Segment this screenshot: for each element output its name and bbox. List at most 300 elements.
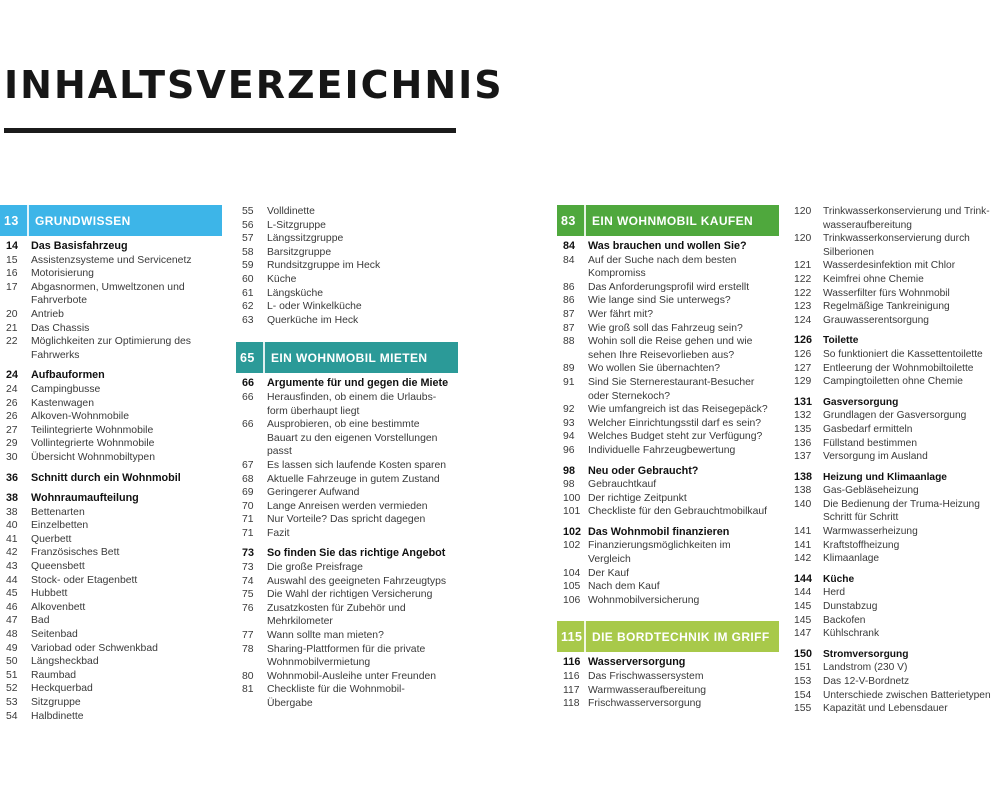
toc-entry[interactable]	[788, 525, 1000, 539]
entry-title: Wohnmobil-Ausleihe unter Freunden	[267, 670, 437, 682]
toc-entry[interactable]	[0, 682, 222, 696]
toc-entry[interactable]	[788, 702, 1000, 716]
page-number: 151	[794, 662, 812, 674]
toc-entry[interactable]	[0, 614, 222, 628]
spacer	[788, 641, 1000, 648]
toc-entry[interactable]	[788, 246, 1000, 260]
entry-title: oder Sternekoch?	[588, 390, 671, 402]
toc-entry[interactable]	[0, 710, 222, 724]
page-number: 77	[242, 630, 254, 642]
page-number: 26	[6, 411, 18, 423]
page-number: 86	[563, 295, 575, 307]
entry-title: Die Wahl der richtigen Versicherung	[267, 589, 433, 601]
section-title: DIE BORDTECHNIK IM GRIFF	[584, 621, 770, 652]
toc-entry[interactable]	[0, 696, 222, 710]
toc-entry[interactable]	[557, 430, 779, 444]
toc-entry[interactable]	[788, 600, 1000, 614]
toc-entry[interactable]	[236, 697, 458, 711]
page-number: 135	[794, 423, 812, 435]
entry-title: Möglichkeiten zur Optimierung des	[31, 336, 191, 348]
page-number: 71	[242, 527, 254, 539]
entry-title: Die große Preisfrage	[267, 562, 363, 574]
page-number: 57	[242, 233, 254, 245]
entry-title: Querbett	[31, 533, 72, 545]
page-number: 70	[242, 500, 254, 512]
entry-title: Teilintegrierte Wohnmobile	[31, 424, 154, 436]
entry-title: Fahrverbote	[31, 295, 88, 307]
toc-entry[interactable]	[788, 348, 1000, 362]
toc-entry[interactable]	[0, 574, 222, 588]
entry-title: wasseraufbereitung	[823, 219, 912, 231]
entry-title: Fahrwerks	[31, 349, 80, 361]
spacer	[788, 464, 1000, 471]
toc-entry[interactable]	[0, 322, 222, 336]
page-number: 75	[242, 589, 254, 601]
page-number: 48	[6, 629, 18, 641]
toc-entry[interactable]	[557, 580, 779, 594]
entry-title: Längssitzgruppe	[267, 233, 344, 245]
page-number	[788, 511, 823, 525]
section-header[interactable]	[0, 205, 222, 236]
toc-entry[interactable]	[0, 506, 222, 520]
toc-entry[interactable]	[557, 492, 779, 506]
entry-title: Sharing-Plattformen für die private	[267, 643, 426, 655]
entry-title: Queensbett	[31, 561, 85, 573]
page-number: 43	[6, 561, 18, 573]
toc-entry[interactable]	[236, 473, 458, 487]
toc-entry[interactable]	[0, 655, 222, 669]
toc-entry[interactable]	[788, 437, 1000, 451]
page-number: 58	[242, 246, 254, 258]
toc-entry[interactable]	[236, 683, 458, 697]
toc-chapter[interactable]	[788, 573, 1000, 587]
page-number: 100	[563, 492, 581, 504]
toc-entry[interactable]	[236, 405, 458, 419]
toc-chapter[interactable]	[788, 396, 1000, 410]
page-number: 84	[563, 254, 575, 266]
toc-entry[interactable]	[236, 259, 458, 273]
toc-entry[interactable]	[0, 642, 222, 656]
entry-title: Wohnmobilversicherung	[588, 594, 700, 606]
page-number: 54	[6, 710, 18, 722]
page-number: 93	[563, 417, 575, 429]
toc-entry[interactable]	[788, 539, 1000, 553]
entry-title: Motorisierung	[31, 268, 94, 280]
toc-entry[interactable]	[557, 505, 779, 519]
entry-title: Die Bedienung der Truma-Heizung	[823, 498, 980, 510]
toc-chapter[interactable]	[0, 492, 222, 506]
page-number: 24	[6, 383, 18, 395]
page-number	[236, 405, 267, 419]
toc-entry[interactable]	[557, 308, 779, 322]
entry-title: Assistenzsysteme und Servicenetz	[31, 254, 192, 266]
section-title: EIN WOHNMOBIL KAUFEN	[584, 205, 753, 236]
toc-chapter[interactable]	[236, 547, 458, 561]
page-number: 127	[794, 362, 812, 374]
page-number: 52	[6, 683, 18, 695]
toc-entry[interactable]	[236, 643, 458, 657]
entry-title: Gasversorgung	[823, 396, 899, 408]
title-underline	[4, 128, 456, 133]
toc-entry[interactable]	[788, 287, 1000, 301]
page-number: 76	[242, 602, 254, 614]
toc-entry[interactable]	[0, 669, 222, 683]
toc-chapter[interactable]	[557, 465, 779, 479]
page-number: 153	[794, 676, 812, 687]
toc-entry[interactable]	[557, 403, 779, 417]
toc-entry[interactable]	[236, 527, 458, 541]
page-number: 46	[6, 601, 18, 613]
page-number: 106	[563, 594, 581, 606]
entry-title: Gas-Gebläseheizung	[823, 485, 919, 497]
page-number: 150	[794, 647, 813, 660]
toc-chapter[interactable]	[788, 334, 1000, 348]
entry-title: L-Sitzgruppe	[267, 219, 326, 231]
page-number: 47	[6, 615, 18, 627]
page-number: 69	[242, 487, 254, 499]
page-number: 116	[563, 656, 581, 669]
entry-title: Antrieb	[31, 308, 64, 320]
toc-entry[interactable]	[0, 254, 222, 268]
page-number: 96	[563, 444, 575, 456]
entry-title: Längsheckbad	[31, 656, 99, 668]
page-number: 41	[6, 533, 18, 545]
entry-title: Wasserdesinfektion mit Chlor	[823, 260, 956, 272]
entry-title: Vollintegrierte Wohnmobile	[31, 438, 155, 450]
toc-entry[interactable]	[0, 397, 222, 411]
toc-entry[interactable]	[557, 322, 779, 336]
entry-title: Barsitzgruppe	[267, 246, 332, 258]
toc-entry[interactable]	[236, 432, 458, 446]
entry-title: Klimaanlage	[823, 553, 880, 565]
entry-title: Hubbett	[31, 588, 68, 600]
toc-entry[interactable]	[788, 409, 1000, 423]
entry-title: Argumente für und gegen die Miete	[267, 377, 449, 390]
toc-entry[interactable]	[557, 362, 779, 376]
entry-title: Landstrom (230 V)	[823, 662, 908, 674]
toc-entry[interactable]	[236, 300, 458, 314]
page-number: 44	[6, 574, 18, 586]
entry-title: Das Basisfahrzeug	[31, 240, 128, 252]
entry-title: Wie umfangreich ist das Reisegepäck?	[588, 404, 768, 416]
entry-title: Gebrauchtkauf	[588, 479, 657, 491]
spacer	[557, 458, 779, 465]
toc-entry[interactable]	[557, 670, 779, 684]
page-number: 20	[6, 308, 18, 320]
entry-title: Kühlschrank	[823, 628, 880, 640]
page-number: 98	[563, 464, 576, 477]
entry-title: Silberionen	[823, 246, 874, 258]
entry-title: Längsküche	[267, 287, 324, 299]
entry-title: Das Anforderungsprofil wird erstellt	[588, 281, 750, 293]
entry-title: Es lassen sich laufende Kosten sparen	[267, 459, 447, 471]
toc-entry[interactable]	[236, 418, 458, 432]
toc-entry[interactable]	[236, 219, 458, 233]
page-number: 17	[6, 281, 18, 293]
page-number: 71	[242, 514, 254, 526]
page-number	[236, 656, 267, 670]
toc-entry[interactable]	[236, 486, 458, 500]
toc-entry[interactable]	[236, 561, 458, 575]
entry-title: Campingbusse	[31, 383, 101, 395]
page-number: 24	[6, 369, 19, 382]
toc-entry[interactable]	[0, 383, 222, 397]
toc-entry[interactable]	[557, 539, 779, 553]
toc-entry[interactable]	[236, 656, 458, 670]
entry-title: L- oder Winkelküche	[267, 301, 362, 313]
toc-entry[interactable]	[788, 675, 1000, 689]
entry-title: Auf der Suche nach dem besten	[588, 254, 737, 266]
page-number: 142	[794, 553, 812, 565]
page-number: 66	[242, 377, 255, 390]
toc-entry[interactable]	[788, 423, 1000, 437]
toc-entry[interactable]	[557, 444, 779, 458]
toc-entry[interactable]	[236, 314, 458, 328]
section-header[interactable]	[557, 621, 779, 652]
entry-title: Alkoven-Wohnmobile	[31, 411, 129, 423]
entry-title: Schnitt durch ein Wohnmobil	[31, 471, 181, 484]
page-number: 101	[563, 506, 581, 518]
page-number: 86	[563, 281, 575, 293]
entry-title: Wie lange sind Sie unterwegs?	[588, 295, 731, 307]
toc-entry[interactable]	[236, 513, 458, 527]
entry-title: Das Wohnmobil finanzieren	[588, 525, 730, 538]
toc-entry[interactable]	[788, 552, 1000, 566]
section-header[interactable]	[236, 342, 458, 373]
toc-entry[interactable]	[788, 232, 1000, 246]
page-number: 14	[6, 240, 19, 252]
entry-title: Schritt für Schritt	[823, 512, 899, 524]
toc-entry[interactable]	[0, 560, 222, 574]
toc-entry[interactable]	[236, 287, 458, 301]
page-number: 29	[6, 438, 18, 450]
entry-title: Der richtige Zeitpunkt	[588, 492, 687, 504]
toc-entry[interactable]	[0, 601, 222, 615]
toc-chapter[interactable]	[0, 472, 222, 486]
toc-entry[interactable]	[236, 670, 458, 684]
toc-entry[interactable]	[557, 684, 779, 698]
page-number: 50	[6, 656, 18, 668]
entry-title: Checkliste für den Gebrauchtmobilkauf	[588, 506, 768, 518]
toc-entry[interactable]	[236, 588, 458, 602]
toc-entry[interactable]	[236, 629, 458, 643]
toc-entry[interactable]	[236, 205, 458, 219]
toc-entry[interactable]	[236, 273, 458, 287]
page-number	[788, 219, 823, 233]
entry-title: Wohnraumaufteilung	[31, 492, 139, 505]
entry-title: Checkliste für die Wohnmobil-	[267, 684, 405, 696]
page-number: 144	[794, 587, 812, 599]
toc-entry[interactable]	[0, 335, 222, 349]
toc-entry[interactable]	[557, 254, 779, 268]
page-number: 120	[794, 206, 812, 217]
page-number: 62	[242, 301, 254, 313]
entry-title: Halbdinette	[31, 710, 84, 722]
page-number: 16	[6, 268, 18, 280]
toc-entry[interactable]	[557, 349, 779, 363]
toc-entry[interactable]	[788, 627, 1000, 641]
toc-entry[interactable]	[236, 459, 458, 473]
toc-entry[interactable]	[236, 602, 458, 616]
toc-chapter[interactable]	[236, 377, 458, 391]
toc-entry[interactable]	[788, 259, 1000, 273]
page-number: 94	[563, 431, 575, 443]
toc-entry[interactable]	[0, 308, 222, 322]
spacer	[236, 327, 458, 342]
entry-title: Gasbedarf ermitteln	[823, 423, 913, 435]
toc-entry[interactable]	[788, 450, 1000, 464]
page-number: 45	[6, 588, 18, 600]
toc-column-2	[236, 205, 458, 711]
section-title: GRUNDWISSEN	[27, 205, 131, 236]
toc-chapter[interactable]	[0, 240, 222, 254]
page-number: 49	[6, 642, 18, 654]
entry-title: Querküche im Heck	[267, 314, 359, 326]
entry-title: Warmwasseraufbereitung	[588, 684, 707, 696]
spacer	[557, 607, 779, 621]
spacer	[788, 566, 1000, 573]
toc-entry[interactable]	[0, 437, 222, 451]
toc-entry[interactable]	[236, 575, 458, 589]
page-number	[236, 697, 267, 711]
entry-title: Dunstabzug	[823, 601, 878, 613]
toc-entry[interactable]	[0, 424, 222, 438]
entry-title: Entleerung der Wohnmobiltoilette	[823, 362, 974, 374]
entry-title: Bauart zu den eigenen Vorstellungen	[267, 432, 438, 444]
toc-entry[interactable]	[788, 362, 1000, 376]
toc-entry[interactable]	[788, 205, 1000, 219]
toc-entry[interactable]	[557, 478, 779, 492]
toc-entry[interactable]	[236, 391, 458, 405]
toc-entry[interactable]	[0, 281, 222, 295]
toc-entry[interactable]	[236, 500, 458, 514]
toc-entry[interactable]	[0, 410, 222, 424]
entry-title: Wo wollen Sie übernachten?	[588, 363, 721, 375]
page-number: 60	[242, 273, 254, 285]
section-page-number: 13	[4, 213, 19, 228]
section-title: EIN WOHNMOBIL MIETEN	[263, 342, 427, 373]
toc-chapter[interactable]	[557, 656, 779, 670]
toc-entry[interactable]	[557, 335, 779, 349]
page-number: 98	[563, 479, 575, 491]
toc-entry[interactable]	[0, 533, 222, 547]
entry-title: Heckquerbad	[31, 683, 93, 695]
toc-entry[interactable]	[788, 375, 1000, 389]
entry-title: Welcher Einrichtungsstil darf es sein?	[588, 417, 762, 429]
entry-title: Versorgung im Ausland	[823, 451, 928, 463]
entry-title: Das 12-V-Bordnetz	[823, 676, 910, 687]
toc-entry[interactable]	[788, 219, 1000, 233]
section-header[interactable]	[557, 205, 779, 236]
toc-entry[interactable]	[788, 511, 1000, 525]
toc-entry[interactable]	[236, 232, 458, 246]
toc-entry[interactable]	[557, 294, 779, 308]
toc-chapter[interactable]	[557, 240, 779, 254]
toc-entry[interactable]	[0, 349, 222, 363]
page-number	[557, 553, 588, 567]
entry-title: Ausprobieren, ob eine bestimmte	[267, 419, 420, 431]
entry-title: Stromversorgung	[823, 648, 909, 660]
toc-column-4	[788, 205, 1000, 716]
page-number	[236, 615, 267, 629]
entry-title: Stock- oder Etagenbett	[31, 574, 138, 586]
toc-chapter[interactable]	[788, 648, 1000, 662]
page-number: 36	[6, 471, 19, 484]
toc-entry[interactable]	[0, 451, 222, 465]
page-number: 22	[6, 336, 18, 348]
entry-title: Einzelbetten	[31, 520, 89, 532]
page-number: 116	[563, 671, 580, 683]
toc-entry[interactable]	[557, 390, 779, 404]
page-number	[0, 294, 31, 308]
toc-entry[interactable]	[557, 594, 779, 608]
entry-title: Herd	[823, 587, 846, 599]
toc-entry[interactable]	[557, 267, 779, 281]
spacer	[0, 485, 222, 492]
toc-entry[interactable]	[0, 519, 222, 533]
entry-title: Französisches Bett	[31, 547, 120, 559]
entry-title: Frischwasserversorgung	[588, 698, 702, 710]
page-number: 63	[242, 314, 254, 326]
section-page-number: 83	[561, 213, 576, 228]
toc-entry[interactable]	[236, 246, 458, 260]
toc-entry[interactable]	[557, 697, 779, 711]
entry-title: Fazit	[267, 527, 290, 539]
page-number	[788, 246, 823, 260]
toc-chapter[interactable]	[0, 369, 222, 383]
entry-title: Variobad oder Schwenkbad	[31, 642, 158, 654]
page-number: 92	[563, 404, 575, 416]
toc-entry[interactable]	[0, 628, 222, 642]
page-number: 138	[794, 485, 812, 497]
toc-entry[interactable]	[0, 546, 222, 560]
entry-title: Welches Budget steht zur Verfügung?	[588, 431, 763, 443]
page-number: 42	[6, 547, 18, 559]
page-number: 140	[794, 498, 812, 510]
toc-entry[interactable]	[788, 661, 1000, 675]
entry-title: Füllstand bestimmen	[823, 437, 917, 449]
toc-entry[interactable]	[788, 484, 1000, 498]
toc-entry[interactable]	[557, 376, 779, 390]
toc-entry[interactable]	[557, 417, 779, 431]
toc-entry[interactable]	[788, 498, 1000, 512]
toc-entry[interactable]	[236, 615, 458, 629]
toc-entry[interactable]	[788, 300, 1000, 314]
page-number: 132	[794, 410, 812, 422]
toc-entry[interactable]	[0, 294, 222, 308]
page-number: 89	[563, 363, 575, 375]
page-number: 67	[242, 459, 254, 471]
entry-title: Zusatzkosten für Zubehör und	[267, 602, 406, 614]
toc-entry[interactable]	[788, 273, 1000, 287]
toc-entry[interactable]	[236, 445, 458, 459]
toc-entry[interactable]	[0, 267, 222, 281]
spacer	[788, 327, 1000, 334]
toc-entry[interactable]	[557, 281, 779, 295]
toc-entry[interactable]	[788, 689, 1000, 703]
toc-entry[interactable]	[788, 614, 1000, 628]
entry-title: Übersicht Wohnmobiltypen	[31, 451, 155, 463]
toc-entry[interactable]	[788, 314, 1000, 328]
toc-entry[interactable]	[557, 567, 779, 581]
toc-entry[interactable]	[557, 553, 779, 567]
toc-chapter[interactable]	[557, 526, 779, 540]
toc-entry[interactable]	[0, 587, 222, 601]
page-number: 147	[794, 628, 812, 640]
toc-entry[interactable]	[788, 586, 1000, 600]
toc-chapter[interactable]	[788, 471, 1000, 485]
entry-title: So funktioniert die Kassettentoilette	[823, 348, 983, 360]
